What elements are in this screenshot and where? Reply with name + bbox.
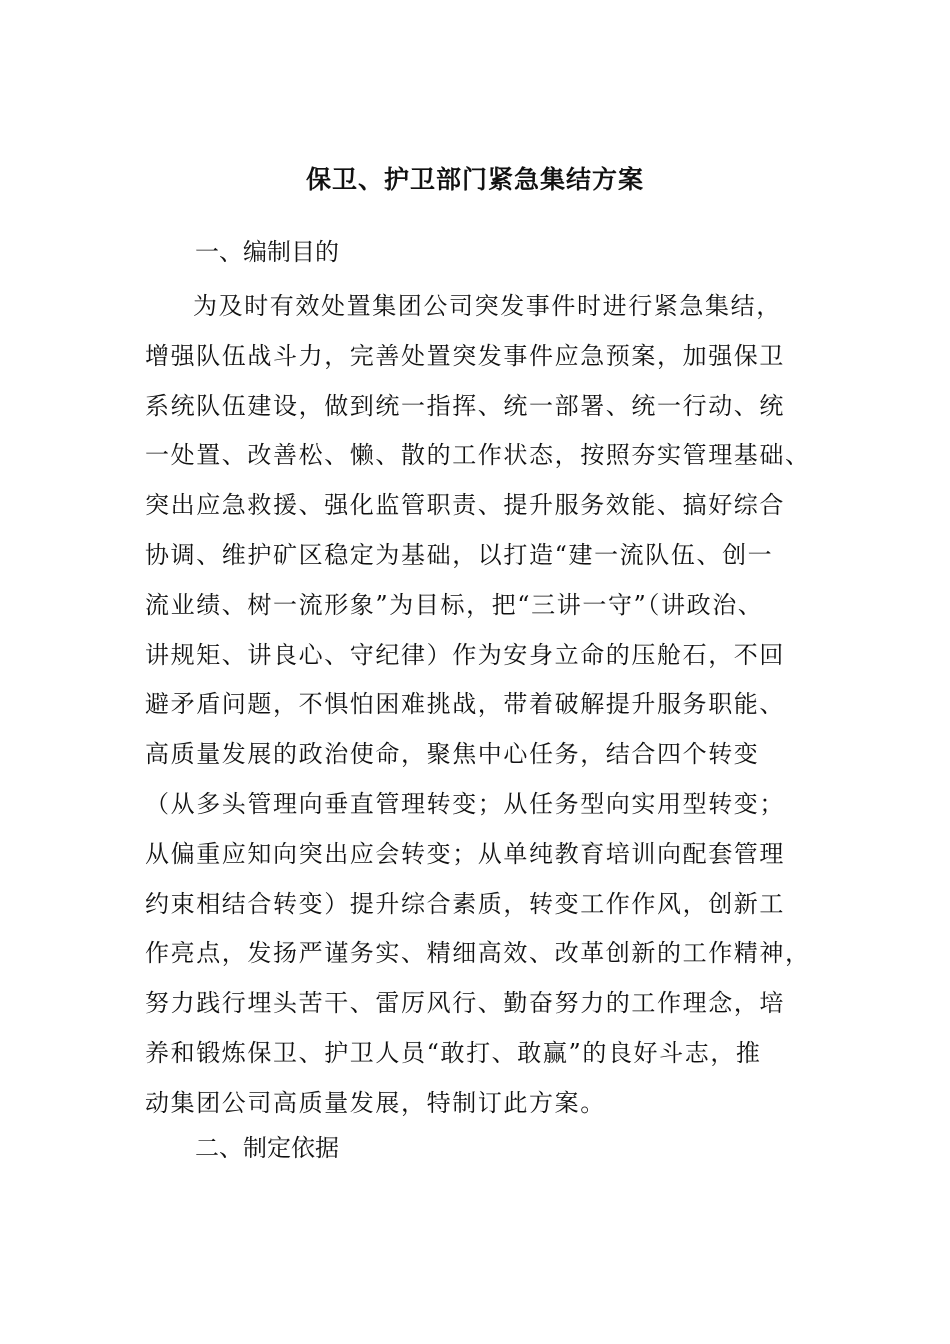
section-heading-basis: 二、制定依据 <box>195 1134 339 1162</box>
paragraph-line: 养和锻炼保卫、护卫人员“敢打、敢赢”的良好斗志，推 <box>145 1038 762 1067</box>
document-title: 保卫、护卫部门紧急集结方案 <box>305 165 644 194</box>
paragraph-line: 为及时有效处置集团公司突发事件时进行紧急集结， <box>193 292 782 320</box>
paragraph-line: 避矛盾问题，不惧怕困难挑战，带着破解提升服务职能、 <box>145 690 785 719</box>
section-heading-purpose: 一、编制目的 <box>195 238 339 266</box>
paragraph-line: （从多头管理向垂直管理转变；从任务型向实用型转变； <box>145 789 785 818</box>
paragraph-line: 突出应急救援、强化监管职责、提升服务效能、搞好综合 <box>145 491 785 520</box>
paragraph-line: 努力践行埋头苦干、雷厉风行、勤奋努力的工作理念，培 <box>145 989 785 1018</box>
paragraph-line: 系统队伍建设，做到统一指挥、统一部署、统一行动、统 <box>145 391 785 420</box>
paragraph-line: 作亮点，发扬严谨务实、精细高效、改革创新的工作精神， <box>145 939 811 968</box>
paragraph-line: 约束相结合转变）提升综合素质，转变工作作风，创新工 <box>145 889 785 918</box>
paragraph-line: 一处置、改善松、懒、散的工作状态，按照夯实管理基础、 <box>145 441 811 470</box>
paragraph-line: 流业绩、树一流形象”为目标，把“三讲一守”（讲政治、 <box>145 590 764 619</box>
paragraph-line: 讲规矩、讲良心、守纪律）作为安身立命的压舱石，不回 <box>145 640 785 669</box>
paragraph-line: 动集团公司高质量发展，特制订此方案。 <box>145 1088 606 1117</box>
section-purpose-body <box>145 282 815 1129</box>
paragraph-line: 从偏重应知向突出应会转变；从单纯教育培训向配套管理 <box>145 839 785 868</box>
paragraph-line: 增强队伍战斗力，完善处置突发事件应急预案，加强保卫 <box>145 341 785 370</box>
paragraph-line: 高质量发展的政治使命，聚焦中心任务，结合四个转变 <box>145 740 760 769</box>
paragraph-line: 协调、维护矿区稳定为基础，以打造“建一流队伍、创一 <box>145 540 774 569</box>
